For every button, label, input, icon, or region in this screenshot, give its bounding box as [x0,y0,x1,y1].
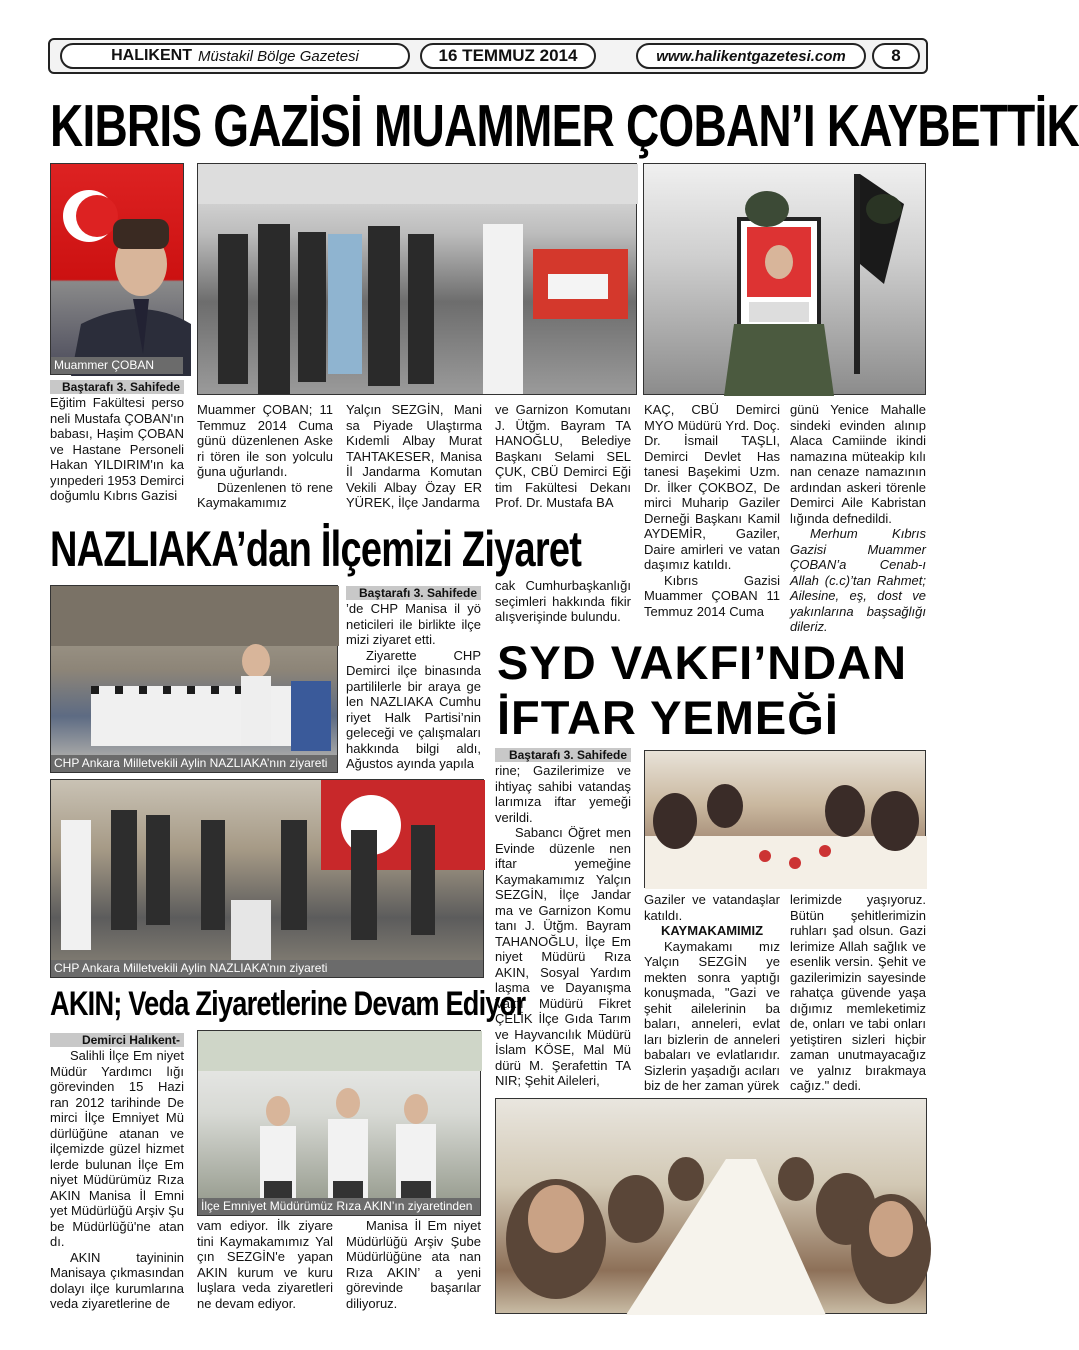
article3-col2b-text: Kaymakamı mız Yalçın SEZGİN ye mekten sonra yaptığı konuşmada, "Gazi ve şehit ailelerinin ba baları, anneleri, evlat ları bizlerin de anneleri babaları ve evlatlarıdır. Sizlerin yaşadığı acıları biz de her zaman yürek [644,938,780,1093]
article1-col6b-text: Merhum Kıbrıs Gazisi Muammer ÇOBAN’a Cenab-ı Allah (c.c)’tan Rahmet; Ailesine, eş, dost ve yakınlarına başsağlığı dileriz. [790,526,926,634]
article3-col1b-text: Sabancı Öğret men Evinde düzenle nen iftar yemeğine Kaymakamımız Yalçın SEZGİN, İlçe Jandar ma ve Garnizon Komu tanı J. Ütğm. Bayram TAHANOĞLU, İlçe Em niyet Müdürü Rıza AKIN, Sosyal Yardım laşma ve Dayanışma Vakfı Müdürü Fikret ÇELİK İlçe Gıda Tarım ve Hayvancılık Müdürü İslam KÖSE, Mal Mü dürü M. Şerafettin TA NIR; Şehit Aileleri, [495,825,631,1088]
funeral-illustration [198,164,638,396]
article1-col3-text: Yalçın SEZGİN, Mani sa Piyade Ulaştırma Kıdemli Albay Murat TAHTAKESER, Manisa İl Jandarma Komutan Vekili Albay Özay ER YÜREK, İlçe Jandarma [346,402,482,510]
website-link[interactable]: www.halikentgazetesi.com [636,43,866,69]
article1-column-4 [495,402,631,511]
akin-photo-caption: İlçe Emniyet Müdürümüz Rıza AKIN’ın ziyaretinden [198,1198,480,1215]
article2-col1a-text: ’de CHP Manisa il yö neticileri ile birlikte ilçe mizi ziyaret etti. [346,601,481,647]
article4-col2-text: vam ediyor. İlk ziyare tini Kaymakamımız Yal çın SEZGİN'e yapan AKIN kurum ve kuru luşlara veda ziyaretleri ne devam ediyor. [197,1218,333,1311]
portrait-illustration [51,164,185,376]
portrait-caption: Muammer ÇOBAN [51,357,183,374]
nazliaka-photo-2-caption: CHP Ankara Milletvekili Aylin NAZLIAKA’nın ziyareti [51,960,483,977]
article3-col3-text: lerimizde yaşıyoruz. Bütün şehitlerimizin ruhları şad olsun. Gazi lerimize Allah sağlık ve esenlik versin. Şehit ve gazilerimizin sayesinde rahatça güvende yaşa dığımız memleketimiz de, onları ve tabi onları yetiştiren sizleri hiçbir zaman unutmayacağız ve yalnız bırakmaya cağız." dedi. [790,892,926,1093]
article1-column-6 [790,402,926,635]
soldier-illustration [644,164,927,396]
article1-column-2 [197,402,333,511]
article1-col2a-text: Muammer ÇOBAN; 11 Temmuz 2014 Cuma günü düzenlenen Aske ri tören ile son yolculu ğuna uğurlandı. [197,402,333,479]
nazliaka-photo-1-caption: CHP Ankara Milletvekili Aylin NAZLIAKA’nın ziyareti [51,755,337,772]
article3-col2a-text: Gaziler ve vatandaşlar katıldı. [644,892,780,923]
headline-akin-veda: AKIN; Veda Ziyaretlerine Devam Ediyor [50,985,526,1023]
article3-column-2 [644,892,780,1094]
headline-nazliaka: NAZLIAKA’dan İlçemizi Ziyaret [50,521,582,577]
article2-kicker: Baştarafı 3. Sahifede [346,586,481,600]
article1-col1-text: Eğitim Fakültesi perso neli Mustafa ÇOBAN'ın babası, Haşim ÇOBAN ve Hastane Personeli Hakan YILDIRIM'ın ka yınpederi 1953 Demirci doğumlu Kıbrıs Gazisi [50,395,184,503]
group-illustration [51,780,485,979]
page-number: 8 [872,43,920,69]
article1-column-3 [346,402,482,511]
article3-column-1 [495,748,631,1089]
article1-column-5 [644,402,780,619]
nazliaka-photo-2 [50,779,484,978]
portrait-photo [50,163,184,375]
article2-column-1 [346,586,481,772]
article4-column-2 [197,1218,333,1311]
article1-col5a-text: KAÇ, CBÜ Demirci MYO Müdürü Yrd. Doç. Dr. İsmail TAŞLI, Demirci Devlet Has tanesi Başekimi Uzm. Dr. İlker ÇOKBOZ, De mirci Muharip Gaziler Derneği Başkanı Kamil AYDEMİR, Gaziler, Daire amirleri ve vatan daşımız katıldı. [644,402,780,572]
iftar-table-illustration [496,1099,928,1315]
article1-col2b-text: Düzenlenen tö rene Kaymakamımız [197,479,333,510]
article1-col6a-text: günü Yenice Mahalle sindeki evinden alınıp Alaca Camiinde ikindi namazına müteakip kılı nan cenaze namazının ardından askeri törenle Demirci Aile Kabristan lığında defnedildi. [790,402,926,526]
article4-column-1 [50,1033,184,1312]
akin-photo [197,1030,481,1216]
paper-subtitle: Müstakil Bölge Gazetesi [197,47,359,65]
issue-date: 16 TEMMUZ 2014 [420,43,596,69]
headline-kibris-gazisi: KIBRIS GAZİSİ MUAMMER ÇOBAN’I KAYBETTİK [50,93,1079,159]
article3-subheading: KAYMAKAMIMIZ [660,923,764,938]
article4-col3-text: Manisa İl Em niyet Müdürlüğü Arşiv Şube Müdürlüğüne ata nan Rıza AKIN’ a yeni görevinde başarılar diliyoruz. [346,1218,481,1311]
nazliaka-photo-1 [50,585,338,773]
akin-visit-illustration [198,1031,482,1217]
masthead-bar [48,38,928,74]
headline-iftar-yemegi: İFTAR YEMEĞİ [497,691,839,744]
paper-name: HALIKENT [111,47,192,64]
headline-syd-vakfi: SYD VAKFI’NDAN [497,636,908,689]
article1-col4-text: ve Garnizon Komutanı J. Ütğm. Bayram TA HANOĞLU, Belediye Başkanı Selami SEL ÇUK, CBÜ Demirci Eği tim Fakültesi Dekanı Prof. Dr. Mustafa BA [495,402,631,510]
article4-column-3 [346,1218,481,1311]
article1-kicker: Baştarafı 3. Sahifede [50,380,184,394]
article4-col1a-text: Salihli İlçe Em niyet Müdür Yardımcı lığı görevinden 15 Hazi ran 2012 tarihinde De mirci İlçe Emniyet Mü dürlüğüne atanan ve ilçemizde güzel hizmet lerde bulunan İlçe Em niyet Müdürümüz Rıza AKIN Manisa İl Emni yet Müdürlüğü Arşiv Şu be Müdürlüğü'ne atan dı. [50,1048,184,1249]
funeral-photo [197,163,637,395]
article3-kicker: Baştarafı 3. Sahifede [495,748,631,762]
article3-column-3 [790,892,926,1094]
article2-column-2 [495,578,631,625]
article2-col2-text: cak Cumhurbaşkanlığı seçimleri hakkında fikir alışverişinde bulundu. [495,578,631,624]
iftar-photo-2 [495,1098,927,1314]
iftar-dinner-illustration [645,751,927,889]
soldier-photo [643,163,926,395]
iftar-photo-1 [644,750,926,888]
meeting-illustration [51,586,339,774]
article4-kicker: Demirci Halıkent- [50,1033,184,1047]
article1-column-1 [50,380,184,504]
article3-col1a-text: rine; Gazilerimize ve ihtiyaç sahibi vatandaş larımıza iftar yemeği verildi. [495,763,631,825]
article2-col1b-text: Ziyarette CHP Demirci ilçe binasında partililerle bir araya ge len NAZLIAKA Cumhu riyet Halk Partisi’nin geleceği ve çalışmaları hakkında bilgi aldı, Ağustos ayında yapıla [346,647,481,771]
article4-col1b-text: AKIN tayininin Manisaya çıkmasından dolayı ilçe kurumlarına veda ziyaretlerine de [50,1249,184,1311]
article1-col5b-text: Kıbrıs Gazisi Muammer ÇOBAN 11 Temmuz 2014 Cuma [644,572,780,619]
paper-title [60,43,410,69]
